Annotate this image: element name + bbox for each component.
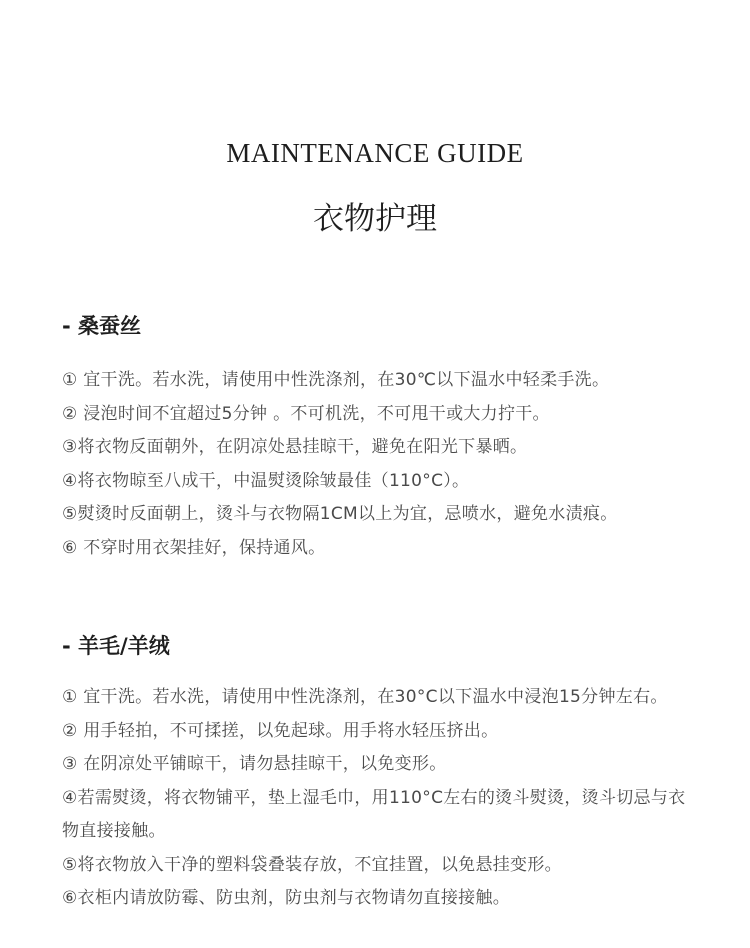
silk-care-item-2: ② 浸泡时间不宜超过5分钟 。不可机洗，不可甩干或大力拧干。 (62, 403, 550, 424)
guide-title-english: MAINTENANCE GUIDE (226, 138, 524, 168)
silk-care-item-3: ③将衣物反面朝外，在阴凉处悬挂晾干，避免在阳光下暴晒。 (62, 437, 528, 457)
silk-care-section (62, 310, 702, 565)
silk-care-item-1: ① 宜干洗。若水洗，请使用中性洗涤剂，在30℃以下温水中轻柔手洗。 (62, 370, 610, 390)
wool-care-item-4: ④若需熨烫，将衣物铺平，垫上湿毛巾，用110°C左右的烫斗熨烫，烫斗切忌与衣物直接接触。 (62, 787, 686, 841)
wool-care-item-3: ③ 在阴凉处平铺晾干，请勿悬挂晾干，以免变形。 (62, 754, 447, 774)
wool-care-item-6: ⑥衣柜内请放防霉、防虫剂，防虫剂与衣物请勿直接接触。 (62, 888, 511, 908)
wool-cashmere-care-section (62, 630, 702, 916)
wool-care-item-1: ① 宜干洗。若水洗，请使用中性洗涤剂，在30°C以下温水中浸泡15分钟左右。 (62, 687, 668, 707)
silk-section-title: - 桑蚕丝 (62, 314, 142, 338)
wool-care-item-2: ② 用手轻拍，不可揉搓，以免起球。用手将水轻压挤出。 (62, 720, 499, 741)
guide-title-chinese: 衣物护理 (313, 201, 437, 237)
silk-care-item-6: ⑥ 不穿时用衣架挂好，保持通风。 (62, 537, 326, 558)
silk-care-list (62, 364, 702, 565)
wool-section-title: - 羊毛/羊绒 (62, 634, 170, 658)
wool-care-item-5: ⑤将衣物放入干净的塑料袋叠装存放，不宜挂置，以免悬挂变形。 (62, 854, 562, 875)
silk-care-item-5: ⑤熨烫时反面朝上，烫斗与衣物隔1CM以上为宜，忌喷水，避免水渍痕。 (62, 504, 618, 524)
wool-care-list (62, 681, 702, 916)
silk-care-item-4: ④将衣物晾至八成干，中温熨烫除皱最佳（110°C）。 (62, 470, 470, 491)
